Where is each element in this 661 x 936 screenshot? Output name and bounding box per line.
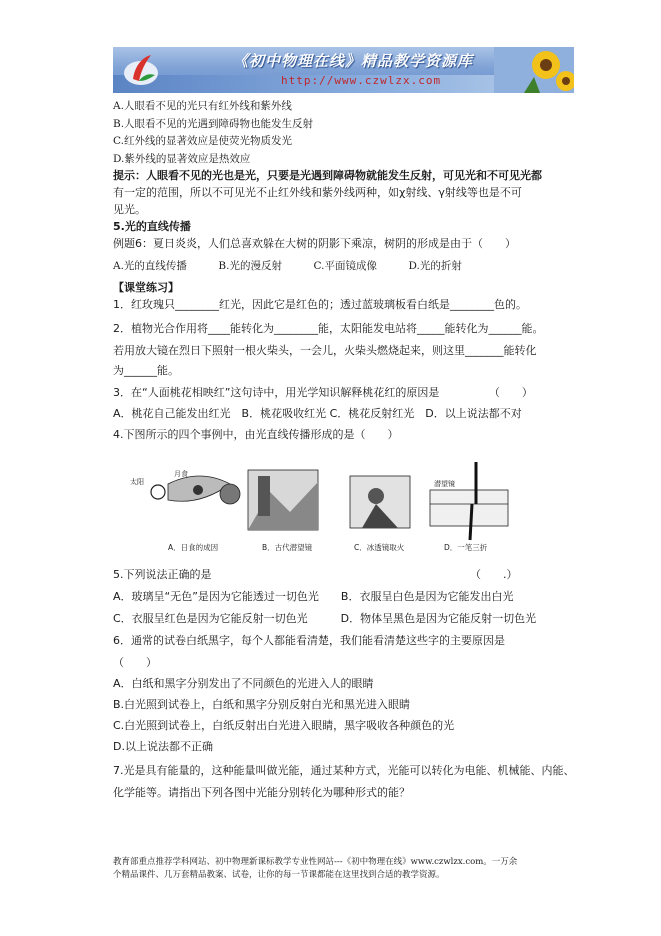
option-line: A.光的直线传播 B.光的漫反射 C.平面镜成像 D.光的折射 xyxy=(113,260,462,272)
hint-line xyxy=(113,169,542,183)
option-line: D.紫外线的显著效应是热效应 xyxy=(113,153,251,165)
footer-line: 个精品课件、几万套精品教案、试卷，让你的每一节课都能在这里找到合适的教学资源。 xyxy=(113,870,445,880)
text-line: 有一定的范围，所以不可见光不止红外线和紫外线两种，如χ射线、γ射线等也是不可 xyxy=(113,186,522,199)
example-line: 例题6：夏日炎炎，人们总喜欢躲在大树的阴影下乘凉，树阴的形成是由于（ ） xyxy=(113,237,516,250)
figure-caption-b: B．古代潜望镜 xyxy=(262,543,313,552)
footer-line: 教育部重点推荐学科网站、初中物理新课标教学专业性网站---《初中物理在线》www.czwlzx.com。一万余 xyxy=(113,857,518,867)
banner-title: 《初中物理在线》精品教学资源库 xyxy=(233,52,474,70)
question-line: 化学能等。请指出下列各图中光能分别转化为哪种形式的能？ xyxy=(113,786,410,799)
section-heading: 【课堂练习】 xyxy=(113,281,179,294)
figure-caption-d: D．一笔三折 xyxy=(444,543,488,552)
option-line: B.白光照到试卷上，白纸和黑字分别反射白光和黑光进入眼睛 xyxy=(113,698,411,711)
question-line: 为______能。 xyxy=(113,364,179,377)
text-line: 见光。 xyxy=(113,203,146,216)
question-line: 6．通常的试卷白纸黑字，每个人都能看清楚，我们能看清楚这些字的主要原因是 xyxy=(113,634,505,647)
header-banner xyxy=(113,47,574,93)
option-line: A．桃花自己能发出红光 B．桃花吸收红光 C．桃花反射红光 D．以上说法都不对 xyxy=(113,407,522,420)
figure-b-periscope xyxy=(248,470,318,530)
question-line: 若用放大镜在烈日下照射一根火柴头，一会儿，火柴头燃烧起来，则这里_______能转化 xyxy=(113,344,537,357)
option-line: D.以上说法都不正确 xyxy=(113,740,213,753)
option-line: A．玻璃呈“无色”是因为它能透过一切色光 B．衣服呈白色是因为它能发出白光 xyxy=(113,590,514,603)
question-line: 4.下图所示的四个事例中，由光直线传播形成的是（ ） xyxy=(113,428,399,441)
question-line: 2．植物光合作用将____能转化为________能，太阳能发电站将_____能转化为______能。 xyxy=(113,322,544,335)
banner-url[interactable]: http://www.czwlzx.com xyxy=(281,74,442,87)
figure-caption-c: C．冰透镜取火 xyxy=(354,543,405,552)
figure-a-eclipse xyxy=(130,469,240,504)
figure-four-cases xyxy=(130,462,530,554)
question-line: 7.光是具有能量的，这种能量叫做光能，通过某种方式，光能可以转化为电能、机械能、内能、 xyxy=(113,764,575,777)
figure-d-pencil-in-water xyxy=(430,462,508,540)
option-line: A.人眼看不见的光只有红外线和紫外线 xyxy=(113,100,292,112)
page-footer xyxy=(113,856,553,882)
option-line: B.人眼看不见的光遇到障碍物也能发生反射 xyxy=(113,118,314,130)
question-line: （ ） xyxy=(113,656,157,669)
option-line: C.红外线的显著效应是使荧光物质发光 xyxy=(113,135,292,147)
option-line: A．白纸和黑字分别发出了不同颜色的光进入人的眼睛 xyxy=(113,677,374,690)
figure-label-sun: 太阳 xyxy=(130,478,144,486)
option-line: C.白光照到试卷上，白纸反射出白光进入眼睛，黑字吸收各种颜色的光 xyxy=(113,719,455,732)
site-logo-icon xyxy=(121,51,161,89)
figure-caption-a: A．日食的成因 xyxy=(168,543,219,552)
question-line: 1．红玫瑰只________红光，因此它是红色的；透过蓝玻璃板看白纸是________色的。 xyxy=(113,298,527,311)
question-line: 3．在“人面桃花相映红”这句诗中，用光学知识解释桃花红的原因是 （ ） xyxy=(113,386,533,399)
section-heading: 5.光的直线传播 xyxy=(113,220,191,233)
sunflower-image xyxy=(494,47,574,93)
figure-label-d: 潜望镜 xyxy=(434,480,455,488)
figure-label-moon: 月食 xyxy=(174,470,188,478)
hint-text: 提示：人眼看不见的光也是光，只要是光遇到障碍物就能发生反射，可见光和不可见光都 xyxy=(113,169,542,182)
question-line: 5.下列说法正确的是 （ .） xyxy=(113,568,518,581)
option-line: C．衣服呈红色是因为它能反射一切色光 D．物体呈黑色是因为它能反射一切色光 xyxy=(113,612,537,625)
figure-c-ice-lens xyxy=(350,476,410,528)
